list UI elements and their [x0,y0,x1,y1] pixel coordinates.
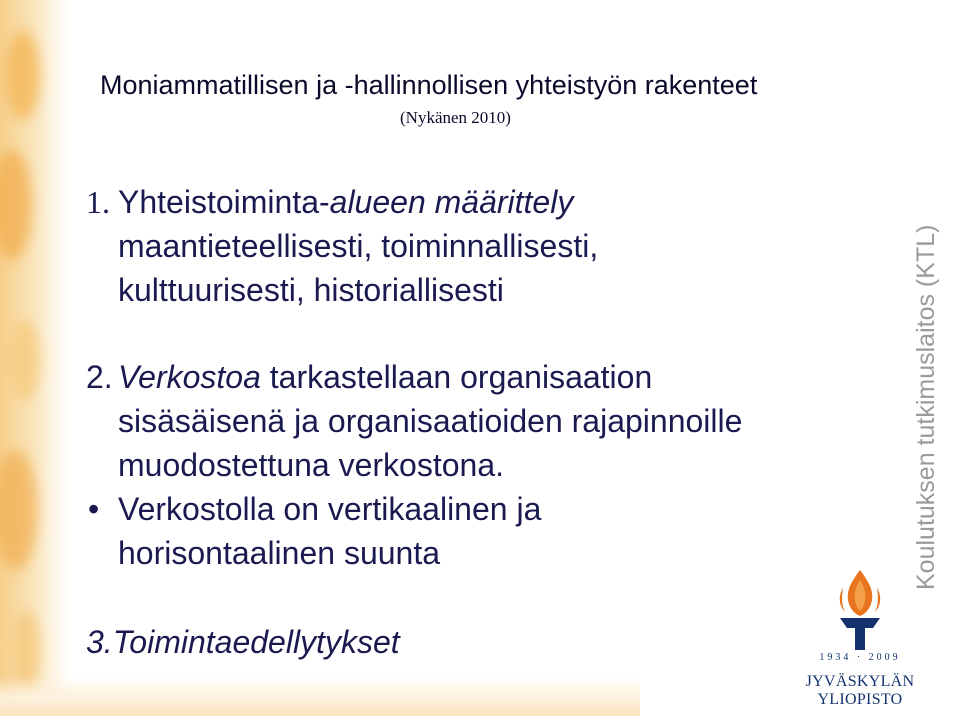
item-1-line-2 [118,224,598,268]
item-1-text: maantieteellisesti, toiminnallisesti, [118,228,599,264]
bullet-text: Verkostolla on vertikaalinen ja [118,491,542,527]
item-1-text: kulttuurisesti, historiallisesti [118,272,504,308]
torch-icon [765,568,955,652]
university-logo [765,568,955,708]
bullet-text: horisontaalinen suunta [118,535,441,571]
item-1-line-3 [118,268,598,312]
item-1-italic-text: alueen määrittely [329,184,574,220]
decorative-bottom-border [0,676,640,716]
logo-years: 1934 · 2009 [819,652,901,663]
item-2-line-1 [118,355,742,399]
decorative-left-border [0,0,70,716]
bullet-icon: • [88,491,100,527]
logo-name: JYVÄSKYLÄN YLIOPISTO [805,673,915,708]
item-2-italic-text: Verkostoa [118,359,261,395]
item-2-text: muodostettuna verkostona. [118,447,505,483]
slide-title: Moniammatillisen ja -hallinnollisen yhteistyön rakenteet [100,70,758,100]
bullet-item [86,487,541,575]
item-2-line-3 [118,443,742,487]
item-1-text: Yhteistoiminta- [118,184,330,220]
side-label: Koulutuksen tutkimuslaitos (KTL) [912,224,940,590]
item-2-text: tarkastellaan organisaation [260,359,653,395]
item-2 [86,355,742,487]
item-1-number: 1. [86,184,110,220]
item-1-line-1 [118,180,598,224]
item-2-number: 2. [86,359,113,395]
slide-subtitle: (Nykänen 2010) [400,108,511,127]
item-2-line-2 [118,399,742,443]
bullet-line-1 [118,487,541,531]
item-1 [86,180,598,312]
item-3: 3.Toimintaedellytykset [86,624,400,660]
item-2-text: sisäsäisenä ja organisaatioiden rajapinnoille [118,403,743,439]
bullet-line-2 [118,531,541,575]
